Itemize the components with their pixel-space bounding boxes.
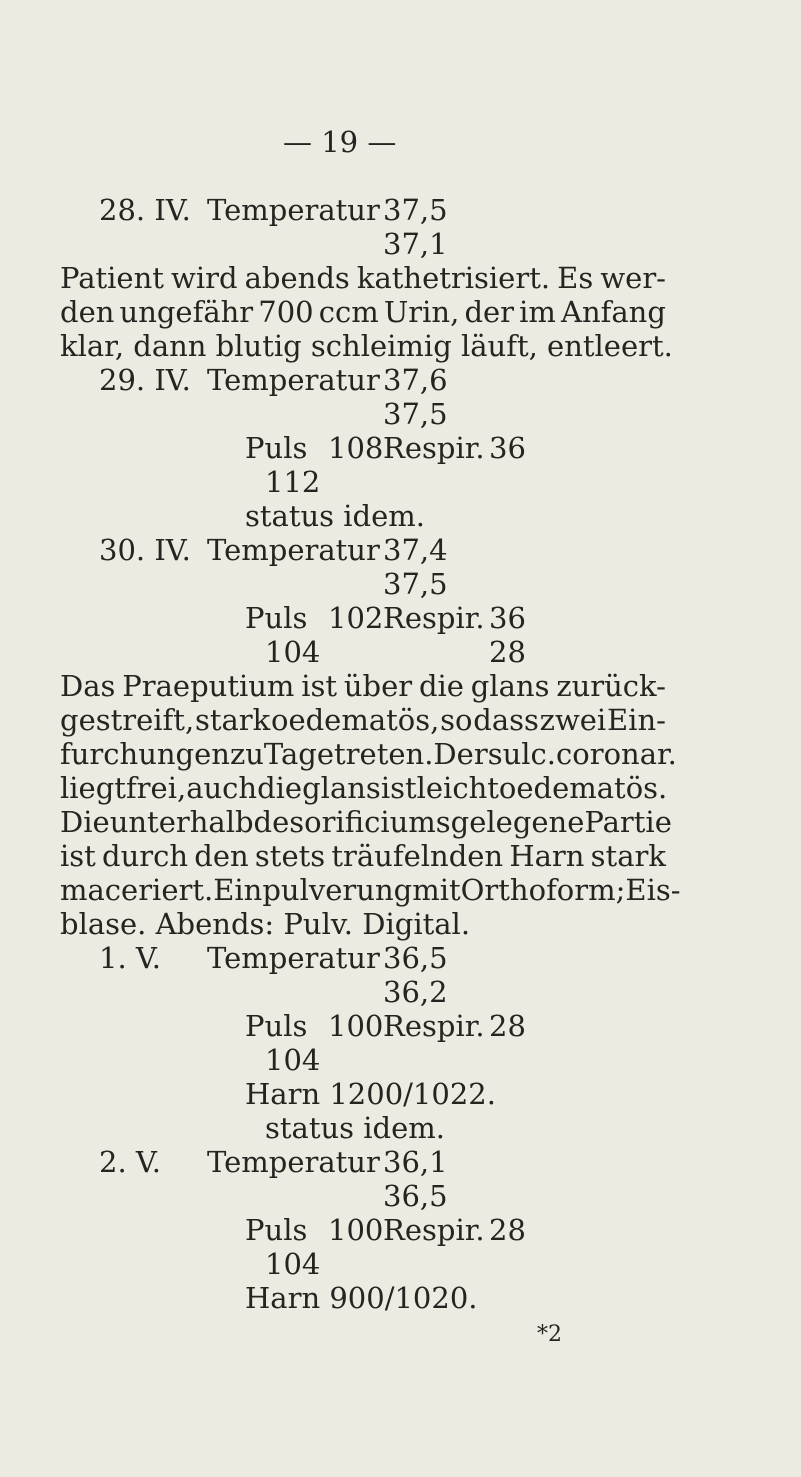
entry-date: 1. V. — [99, 941, 161, 975]
text-line: den ungefähr 700 ccm Urin, der im Anfang — [60, 295, 666, 329]
entry-date: 28. IV. — [99, 193, 191, 227]
temperature-value: 37,5 — [383, 397, 448, 431]
respiration-value: 28 — [489, 1213, 526, 1247]
text-line: liegt frei, auch die glans ist leicht oedematös. — [60, 771, 668, 805]
respiration-label: Respir. — [383, 431, 485, 465]
pulse-value: 100 — [328, 1009, 384, 1043]
text-line: ist durch den stets träufelnden Harn stark — [60, 839, 666, 873]
pulse-value: 102 — [328, 601, 384, 635]
pulse-value: 104 — [265, 1247, 321, 1281]
urine-record: Harn 900/1020. — [245, 1281, 478, 1315]
entry-date: 29. IV. — [99, 363, 191, 397]
respiration-value: 36 — [489, 601, 526, 635]
entry-date: 30. IV. — [99, 533, 191, 567]
respiration-value: 36 — [489, 431, 526, 465]
page-number: — 19 — — [283, 125, 397, 159]
temperature-value: 36,2 — [383, 975, 448, 1009]
respiration-value: 28 — [489, 1009, 526, 1043]
pulse-label: Puls — [245, 601, 308, 635]
entry-date: 2. V. — [99, 1145, 161, 1179]
status-text: status idem. — [265, 1111, 445, 1145]
temperature-value: 37,4 — [383, 533, 448, 567]
temperature-label: Temperatur — [207, 1145, 380, 1179]
urine-record: Harn 1200/1022. — [245, 1077, 496, 1111]
pulse-label: Puls — [245, 1213, 308, 1247]
temperature-value: 36,5 — [383, 1179, 448, 1213]
text-line: Die unterhalb des orificiums gelegene Partie — [60, 805, 672, 839]
text-line: Patient wird abends kathetrisiert. Es wer- — [60, 261, 666, 295]
temperature-value: 37,5 — [383, 193, 448, 227]
text-line: Das Praeputium ist über die glans zurück- — [60, 669, 666, 703]
text-line: klar, dann blutig schleimig läuft, entleert. — [60, 329, 673, 363]
temperature-value: 37,1 — [383, 227, 448, 261]
pulse-value: 104 — [265, 1043, 321, 1077]
temperature-value: 36,5 — [383, 941, 448, 975]
respiration-value: 28 — [489, 635, 526, 669]
temperature-value: 37,6 — [383, 363, 448, 397]
text-line: gestreift, stark oedematös, so dass zwei Ein- — [60, 703, 666, 737]
temperature-label: Temperatur — [207, 533, 380, 567]
pulse-label: Puls — [245, 431, 308, 465]
pulse-value: 112 — [265, 465, 321, 499]
temperature-label: Temperatur — [207, 193, 380, 227]
temperature-label: Temperatur — [207, 941, 380, 975]
temperature-value: 37,5 — [383, 567, 448, 601]
pulse-label: Puls — [245, 1009, 308, 1043]
text-line: furchungen zu Tage treten. Der sulc. coronar. — [60, 737, 677, 771]
respiration-label: Respir. — [383, 1213, 485, 1247]
temperature-value: 36,1 — [383, 1145, 448, 1179]
text-line: maceriert. Einpulverung mit Orthoform; Eis- — [60, 873, 681, 907]
pulse-value: 100 — [328, 1213, 384, 1247]
temperature-label: Temperatur — [207, 363, 380, 397]
pulse-value: 108 — [328, 431, 384, 465]
text-line: blase. Abends: Pulv. Digital. — [60, 907, 471, 941]
printer-signature: *2 — [537, 1322, 562, 1347]
pulse-value: 104 — [265, 635, 321, 669]
status-text: status idem. — [245, 499, 425, 533]
respiration-label: Respir. — [383, 1009, 485, 1043]
respiration-label: Respir. — [383, 601, 485, 635]
